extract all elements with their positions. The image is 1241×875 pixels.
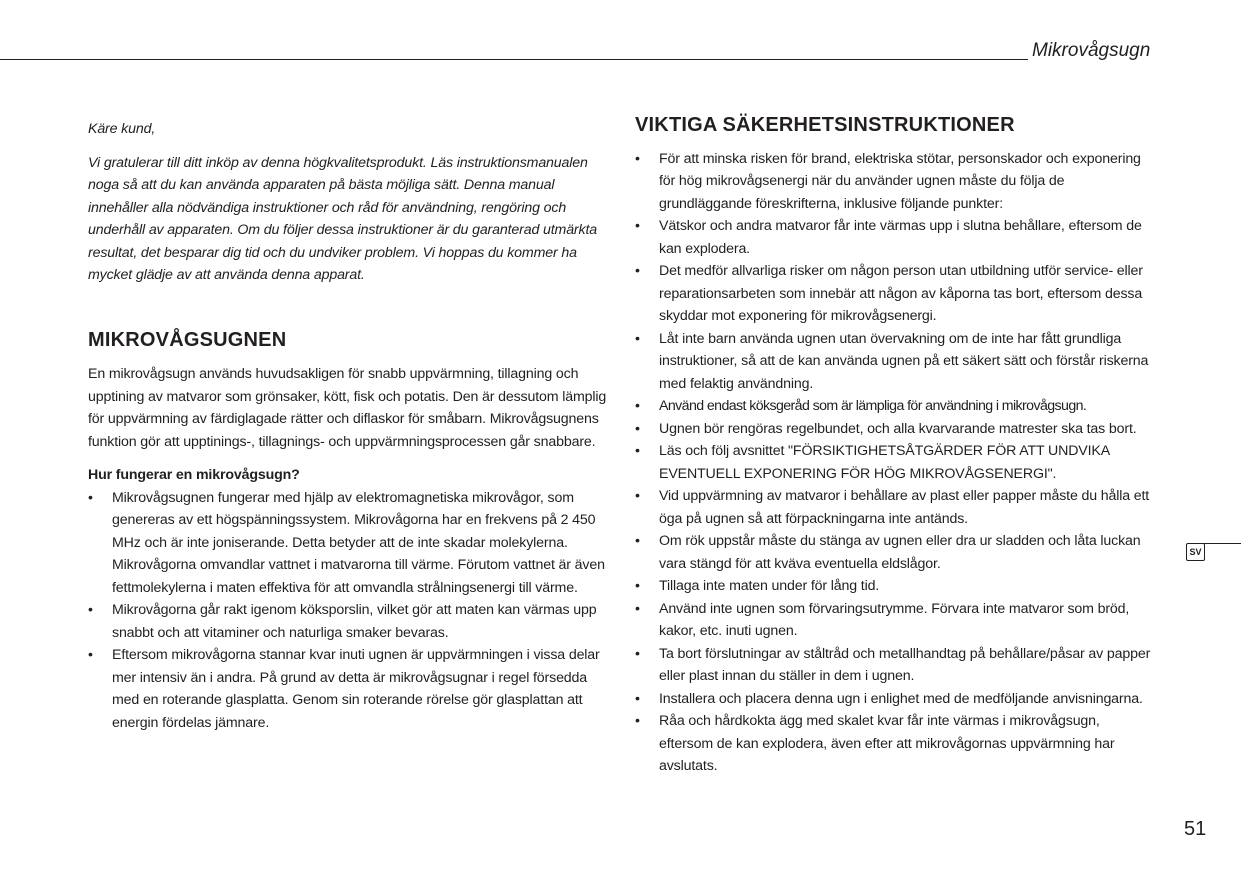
list-item: • Tillaga inte maten under för lång tid. <box>635 575 1153 598</box>
left-column <box>88 118 610 734</box>
list-item: • Mikrovågorna går rakt igenom köksporslin, vilket gör att maten kan värmas upp snabbt och att vitaminer och naturliga smaker bevaras. <box>88 599 610 644</box>
list-item: • Vid uppvärmning av matvaror i behållare av plast eller papper måste du hålla ett öga på ugnen så att förpackningarna inte antänds. <box>635 485 1153 530</box>
language-tab: SV <box>1186 543 1205 561</box>
list-item: • Råa och hårdkokta ägg med skalet kvar får inte värmas i mikrovågsugn, eftersom de kan explodera, även efter att mikrovågornas uppvärmning har avslutats. <box>635 710 1153 778</box>
safety-list <box>635 148 1153 778</box>
list-item: • Ugnen bör rengöras regelbundet, och alla kvarvarande matrester ska tas bort. <box>635 418 1153 441</box>
language-tab-rule <box>1204 543 1241 544</box>
list-item: • Det medför allvarliga risker om någon person utan utbildning utför service- eller reparationsarbeten som innebär att någon av kåporna tas bort, eftersom dessa skyddar mot exponering för mikrovågsenergi. <box>635 260 1153 328</box>
subheading: Hur fungerar en mikrovågsugn? <box>88 467 300 483</box>
list-item: • Använd endast köksgeråd som är lämpliga för användning i mikrovågsugn. <box>635 395 1153 418</box>
header-rule <box>0 59 1028 60</box>
header-title: Mikrovågsugn <box>1032 40 1151 61</box>
list-item: • Läs och följ avsnittet "FÖRSIKTIGHETSÅTGÄRDER FÖR ATT UNDVIKA EVENTUELL EXPONERING FÖR HÖG MIKROVÅGSENERGI". <box>635 440 1153 485</box>
greeting: Käre kund, <box>88 121 156 137</box>
list-item: • Använd inte ugnen som förvaringsutrymme. Förvara inte matvaror som bröd, kakor, etc. inuti ugnen. <box>635 598 1153 643</box>
list-item: • Om rök uppstår måste du stänga av ugnen eller dra ur sladden och låta luckan vara stängd för att kväva eventuella eldslågor. <box>635 530 1153 575</box>
list-item: • Eftersom mikrovågorna stannar kvar inuti ugnen är uppvärmningen i vissa delar mer intensiv än i andra. På grund av detta är mikrovågsugnar i regel försedda med en roterande glasplatta. Genom sin roterande rörelse gör glasplattan att energin fördelas jämnare. <box>88 644 610 734</box>
list-item: • Ta bort förslutningar av ståltråd och metallhandtag på behållare/påsar av papper eller plast innan du ställer in dem i ugnen. <box>635 643 1153 688</box>
list-item: • För att minska risken för brand, elektriska stötar, personskador och exponering för hög mikrovågsenergi när du använder ugnen måste du följa de grundläggande föreskrifterna, inklusive följande punkter: <box>635 148 1153 216</box>
section-heading: MIKROVÅGSUGNEN <box>88 328 287 351</box>
how-it-works-list <box>88 487 610 735</box>
list-item: • Installera och placera denna ugn i enlighet med de medföljande anvisningarna. <box>635 688 1153 711</box>
page-number: 51 <box>1184 818 1207 840</box>
section-paragraph: En mikrovågsugn används huvudsakligen för snabb uppvärmning, tillagning och upptining av matvaror som grönsaker, kött, fisk och potatis. Den är dessutom lämplig för uppvärmning av färdiglagade rätter och diflaskor för småbarn. Mikrovågsugnens funktion gör att upptinings-, tillagnings- och uppvärmningsprocessen går snabbare. <box>88 366 607 450</box>
safety-heading: VIKTIGA SÄKERHETSINSTRUKTIONER <box>635 114 1015 136</box>
list-item: • Låt inte barn använda ugnen utan övervakning om de inte har fått grundliga instruktioner, så att de kan använda ugnen på ett säkert sätt och förstår riskerna med felaktig användning. <box>635 328 1153 396</box>
intro-paragraph: Vi gratulerar till ditt inköp av denna högkvalitetsprodukt. Läs instruktionsmanualen noga så att du kan använda apparaten på bästa möjliga sätt. Denna manual innehåller alla nödvändiga instruktioner och råd för användning, rengöring och underhåll av apparaten. Om du följer dessa instruktioner är du garanterad utmärkta resultat, det besparar dig tid och du undviker problem. Vi hoppas du kommer ha mycket glädje av att använda denna apparat. <box>88 154 597 283</box>
right-column <box>635 114 1153 778</box>
list-item: • Mikrovågsugnen fungerar med hjälp av elektromagnetiska mikrovågor, som genereras av ett högspänningssystem. Mikrovågorna har en frekvens på 2 450 MHz och är inte joniserande. Detta betyder att de inte skadar molekylerna. Mikrovågorna omvandlar vattnet i matvarorna till värme. Förutom vattnet är även fettmolekylerna i maten effektiva för att omvandla strålningsenergi till värme. <box>88 487 610 600</box>
list-item: • Vätskor och andra matvaror får inte värmas upp i slutna behållare, eftersom de kan explodera. <box>635 215 1153 260</box>
